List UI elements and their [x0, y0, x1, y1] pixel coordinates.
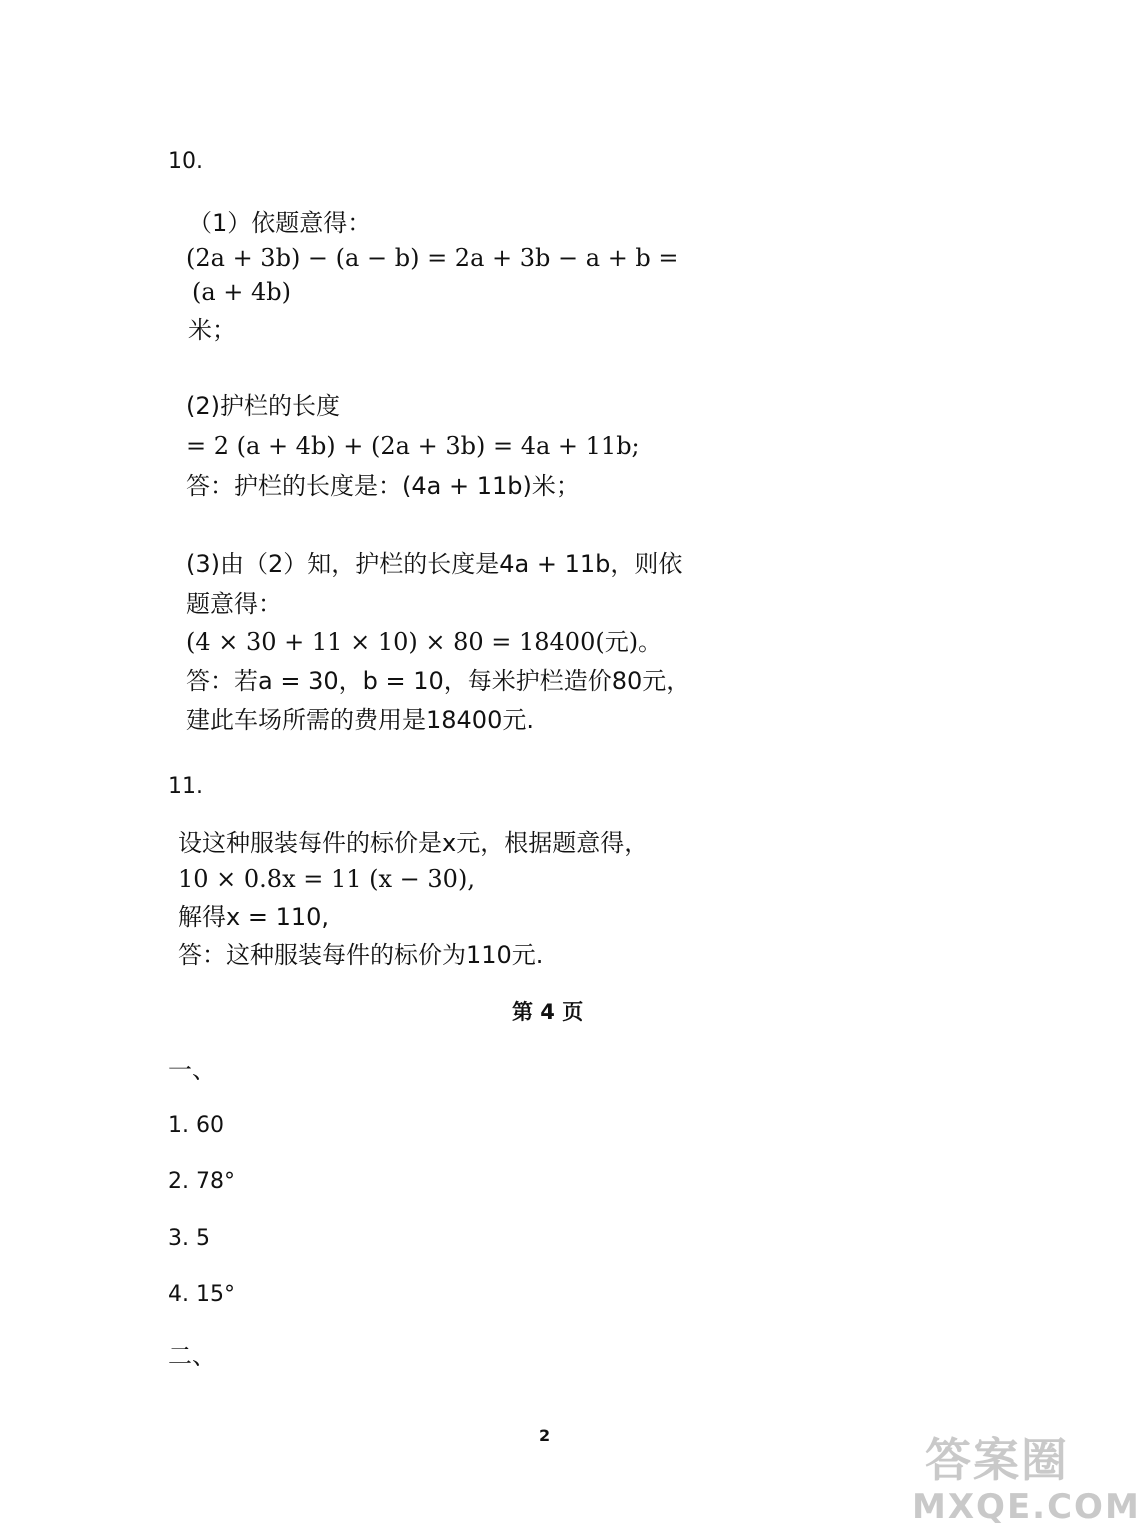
page-number: 2 — [539, 1426, 551, 1445]
q11-setup: 设这种服装每件的标价是x元，根据题意得， — [178, 829, 649, 857]
q10-part3-line2: 题意得： — [186, 590, 282, 618]
page4-heading: 第 4 页 — [512, 1000, 584, 1024]
q11-answer: 答：这种服装每件的标价为110元. — [178, 941, 544, 969]
section-two-label: 二、 — [168, 1342, 216, 1370]
q10-part3-answer-line2: 建此车场所需的费用是18400元. — [186, 706, 534, 734]
q10-part1-intro: （1）依题意得： — [188, 209, 372, 237]
q10-part2-answer: 答：护栏的长度是：(4a + 11b)米； — [186, 472, 580, 500]
answer-1: 1. 60 — [168, 1113, 224, 1138]
q10-part2-equation: = 2 (a + 4b) + (2a + 3b) = 4a + 11b; — [186, 432, 640, 460]
q10-part3-equation: (4 × 30 + 11 × 10) × 80 = 18400(元)。 — [186, 628, 663, 656]
question-10-number: 10. — [168, 149, 203, 174]
watermark-logo — [912, 1432, 1141, 1532]
answer-2: 2. 78° — [168, 1169, 235, 1194]
answer-4: 4. 15° — [168, 1282, 235, 1307]
q10-part1-equation-a: (2a + 3b) − (a − b) = 2a + 3b − a + b = — [186, 244, 679, 272]
q10-part1-unit: 米； — [188, 316, 236, 344]
answer-3: 3. 5 — [168, 1226, 210, 1251]
section-one-label: 一、 — [168, 1056, 216, 1084]
q10-part3-line1: (3)由（2）知，护栏的长度是4a + 11b，则依 — [186, 550, 683, 578]
q10-part1-equation-b: (a + 4b) — [192, 278, 292, 306]
q11-equation: 10 × 0.8x = 11 (x − 30), — [178, 865, 475, 893]
question-11-number: 11. — [168, 774, 203, 799]
q11-solution: 解得x = 110, — [178, 903, 330, 931]
watermark-top-text: 答案圈 — [925, 1433, 1069, 1487]
q10-part3-answer-line1: 答：若a = 30，b = 10，每米护栏造价80元， — [186, 667, 691, 695]
watermark-bottom-text: MXQE.COM — [912, 1487, 1141, 1527]
q10-part2-label: (2)护栏的长度 — [186, 392, 340, 420]
